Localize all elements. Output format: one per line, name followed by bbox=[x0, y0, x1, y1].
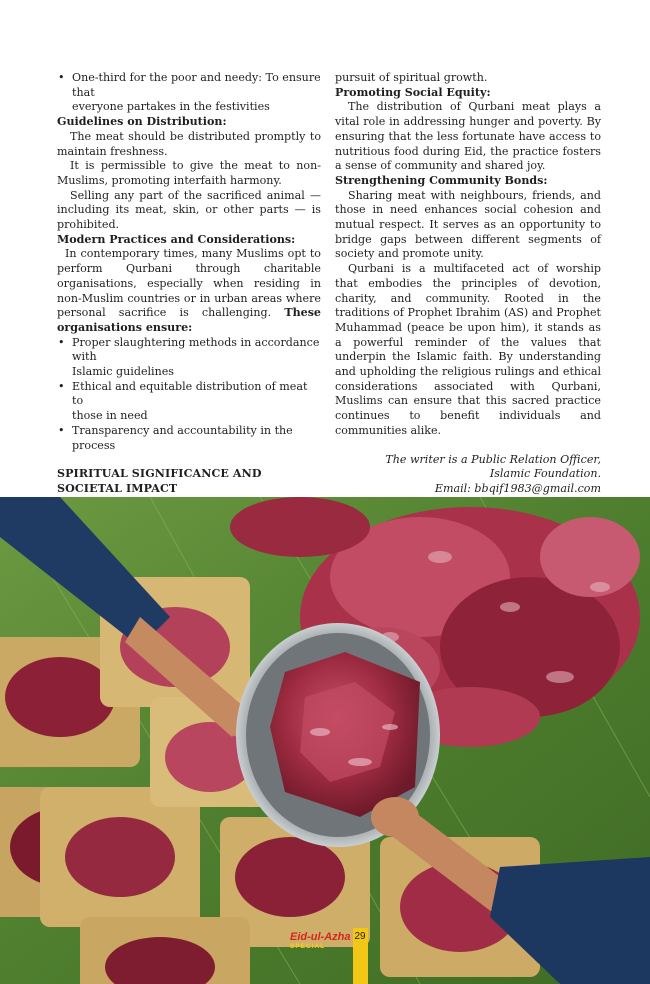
list-item: • Transparency and accountability in the process bbox=[58, 423, 293, 452]
bullet-icon: • bbox=[58, 71, 65, 84]
paragraph: Sharing meat with neighbours, friends, and those in need enhances social cohesion and mutual respect. It serves as an opportunity to bridge gaps between different segments of society and promote unity. bbox=[335, 188, 601, 261]
social-equity-heading: Promoting Social Equity: bbox=[335, 85, 491, 99]
organisation-bullet-list bbox=[57, 336, 321, 454]
bullet-icon: • bbox=[58, 379, 65, 393]
paragraph: Selling any part of the sacrificed animal — including its meat, skin, or other parts — is prohibited. bbox=[57, 188, 321, 232]
section-title: SPIRITUAL SIGNIFICANCE AND SOCIETAL IMPACT bbox=[57, 467, 262, 495]
bullet-icon: • bbox=[58, 423, 65, 437]
publication-subtitle: SPECIAL bbox=[290, 943, 326, 950]
list-item: • One-third for the poor and needy: To ensure that everyone partakes in the festivities bbox=[58, 71, 321, 114]
article-right-column bbox=[335, 71, 601, 497]
guidelines-heading: Guidelines on Distribution: bbox=[57, 115, 227, 129]
photo-illustration bbox=[0, 497, 650, 984]
community-bonds-heading: Strengthening Community Bonds: bbox=[335, 173, 548, 187]
paragraph: pursuit of spiritual growth. bbox=[335, 71, 488, 84]
list-item: • Proper slaughtering methods in accordance with Islamic guidelines bbox=[58, 335, 320, 379]
qurbani-meat-photo bbox=[0, 497, 650, 984]
author-byline: The writer is a Public Relation Officer, Islamic Foundation. Email: bbqif1983@gmail.com bbox=[335, 453, 601, 497]
page-footer bbox=[290, 928, 368, 984]
paragraph: In contemporary times, many Muslims opt to perform Qurbani through charitable organisations, especially when residing in non-Muslim countries or in urban areas where personal sacrifice is challenging. These organisations ensure: bbox=[57, 247, 321, 334]
paragraph: The distribution of Qurbani meat plays a vital role in addressing hunger and poverty. By ensuring that the less fortunate have access to nutritious food during Eid, the practice fosters a sense of community and shared joy. bbox=[335, 100, 601, 173]
paragraph: It is permissible to give the meat to non-Muslims, promoting interfaith harmony. bbox=[57, 159, 321, 187]
distribution-bullet-list bbox=[57, 71, 321, 115]
author-email: Email: bbqif1983@gmail.com bbox=[434, 481, 601, 495]
page-number: 29 bbox=[353, 928, 368, 984]
list-item: • Ethical and equitable distribution of meat to those in need bbox=[58, 379, 308, 423]
bullet-icon: • bbox=[58, 335, 65, 349]
modern-practices-heading: Modern Practices and Considerations: bbox=[57, 232, 296, 246]
publication-title: Eid-ul-Azha bbox=[290, 931, 351, 943]
paragraph: The meat should be distributed promptly to maintain freshness. bbox=[57, 129, 321, 158]
paragraph: Qurbani is a multifaceted act of worship that embodies the principles of devotion, charity, and community. Rooted in the traditions of Prophet Ibrahim (AS) and Prophet Muhammad (peace be upon him), it stands as a powerful reminder of the values that underpin the Islamic faith. By understanding and upholding the religious rulings and ethical considerations associated with Qurbani, Muslims can ensure that this sacred practice continues to benefit individuals and communities alike. bbox=[335, 262, 601, 437]
